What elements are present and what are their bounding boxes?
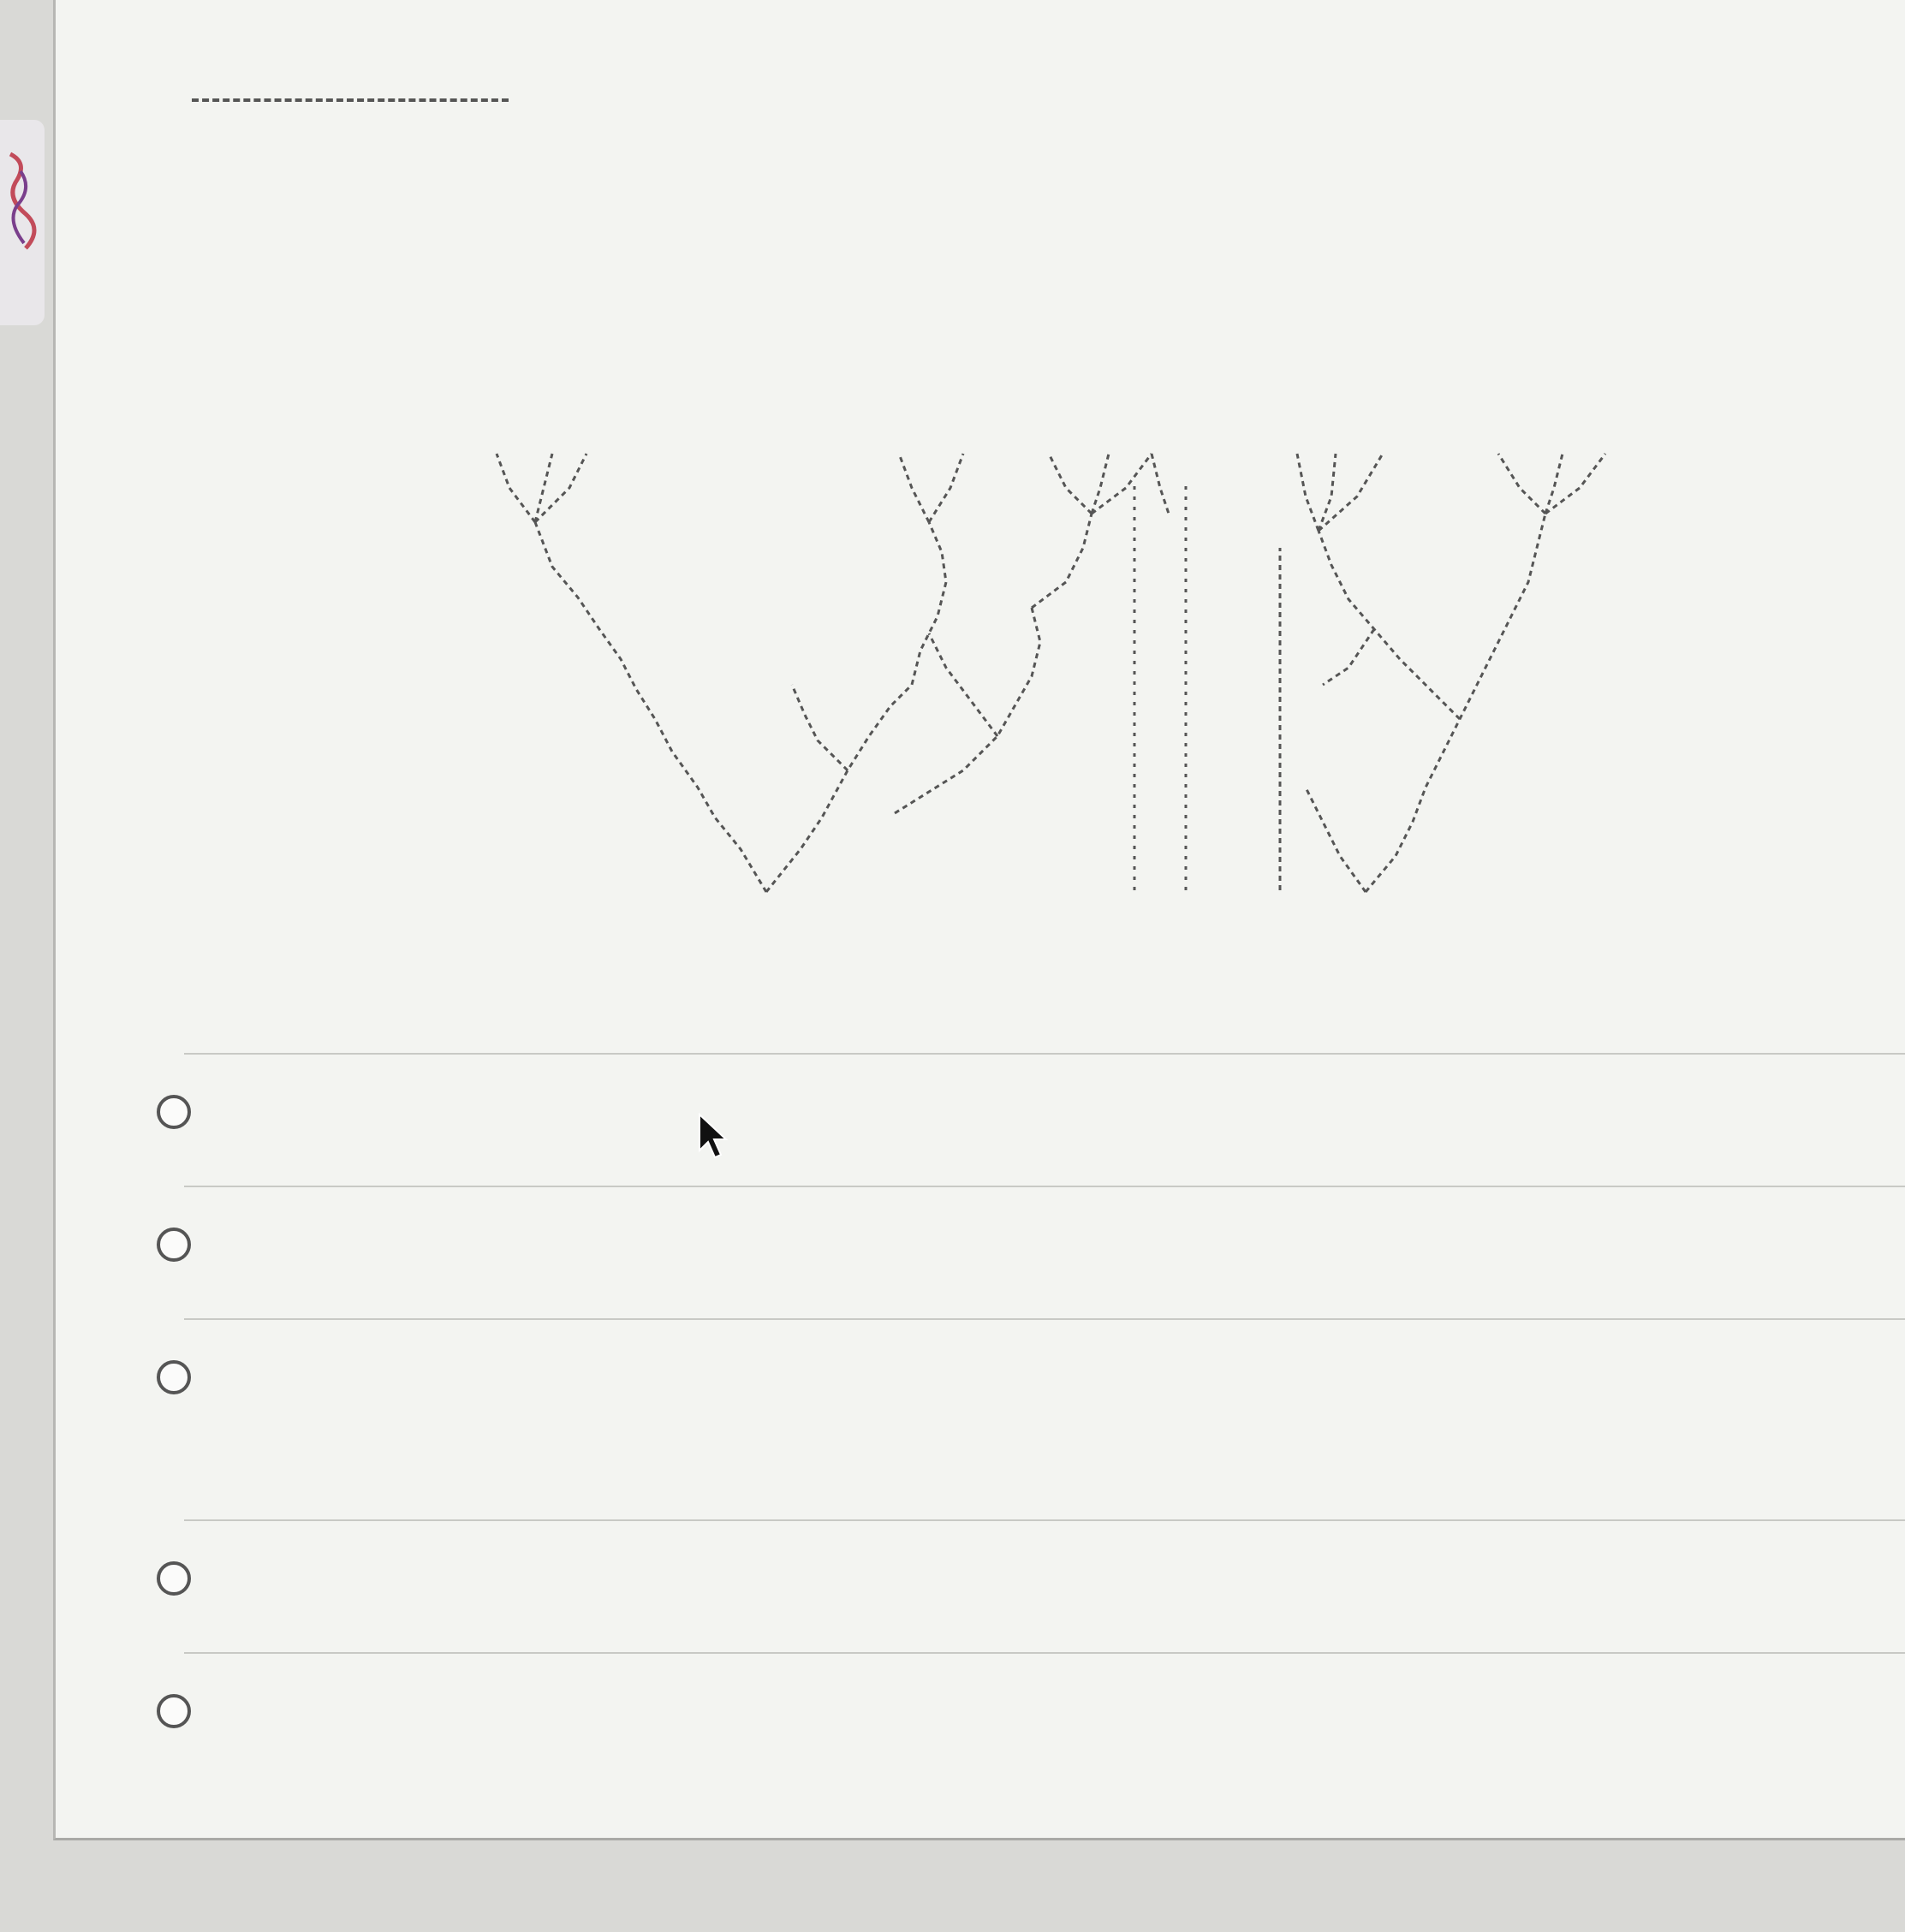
separator — [184, 1318, 1905, 1320]
separator — [184, 1519, 1905, 1521]
answer-blank — [192, 81, 509, 102]
mouse-pointer-icon — [698, 1113, 732, 1161]
darwin-tree-diagram — [415, 240, 1768, 976]
separator — [184, 1053, 1905, 1055]
separator — [184, 1652, 1905, 1654]
radio-button[interactable] — [157, 1228, 191, 1262]
answer-option-5[interactable] — [157, 1682, 1852, 1728]
answer-option-2[interactable] — [157, 1216, 1852, 1262]
separator — [184, 1186, 1905, 1187]
decorative-swirl-icon — [2, 137, 43, 308]
question-card — [53, 0, 1905, 1840]
radio-button[interactable] — [157, 1360, 191, 1394]
question-text — [180, 51, 1875, 123]
answer-option-1[interactable] — [157, 1083, 1852, 1129]
radio-button[interactable] — [157, 1694, 191, 1728]
side-tab[interactable] — [0, 120, 45, 325]
answer-option-3[interactable] — [157, 1348, 1852, 1394]
answer-option-4[interactable] — [157, 1549, 1852, 1596]
tree-branches — [497, 454, 1605, 892]
radio-button[interactable] — [157, 1561, 191, 1596]
radio-button[interactable] — [157, 1095, 191, 1129]
